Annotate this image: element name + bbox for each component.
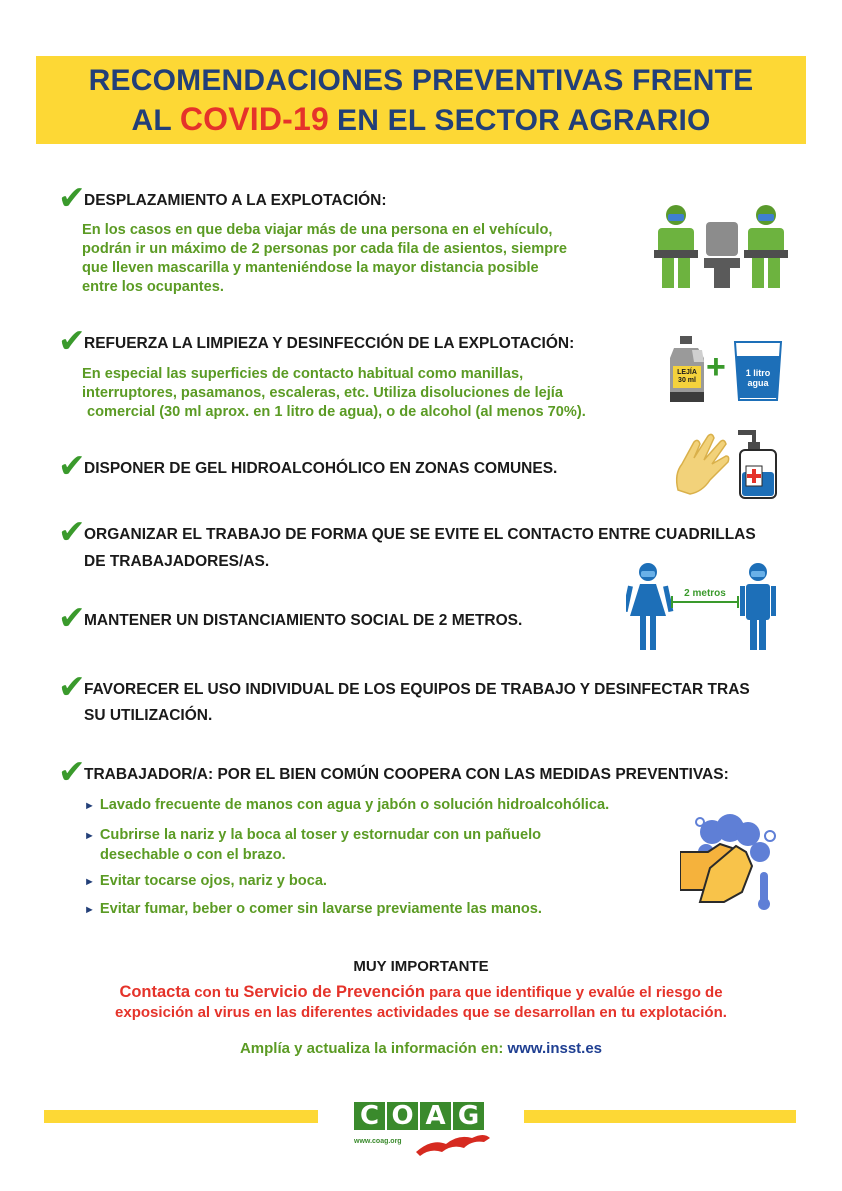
bullet-marker: ► bbox=[84, 876, 95, 888]
bullet-marker: ► bbox=[84, 904, 95, 916]
check-icon: ✔ bbox=[58, 322, 86, 359]
important-title: MUY IMPORTANTE bbox=[353, 958, 489, 975]
info-text: Amplía y actualiza la información en: bbox=[239, 1040, 508, 1057]
bullet-item bbox=[84, 826, 541, 865]
body-line: En los casos en que deba viajar más de una persona en el vehículo, bbox=[82, 222, 553, 238]
logo-signature-icon bbox=[412, 1128, 492, 1158]
check-icon: ✔ bbox=[58, 668, 86, 705]
title-covid: COVID-19 bbox=[179, 101, 330, 137]
page-title bbox=[36, 61, 806, 140]
bullet-marker: ► bbox=[84, 800, 95, 812]
important-servicio: Servicio de Prevención bbox=[243, 983, 425, 1001]
important-line-2: exposición al virus en las diferentes actividades que se desarrollan en tu explotación. bbox=[115, 1004, 727, 1021]
bullet-text: Cubrirse la nariz y la boca al toser y estornudar con un pañuelo bbox=[99, 827, 542, 843]
title-line-1: RECOMENDACIONES PREVENTIVAS FRENTE bbox=[88, 64, 754, 97]
coag-logo-letters bbox=[354, 1102, 486, 1130]
important-text-part: con tu bbox=[190, 984, 244, 1001]
bleach-label-1: LEJÍA bbox=[677, 369, 697, 376]
section-title-organizar: ORGANIZAR EL TRABAJO DE FORMA QUE SE EVITE EL CONTACTO ENTRE CUADRILLAS bbox=[84, 526, 756, 543]
bullet-text: desechable o con el brazo. bbox=[100, 847, 286, 863]
logo-letter: O bbox=[387, 1102, 418, 1130]
logo-letter: G bbox=[453, 1102, 484, 1130]
bullet-text: Evitar fumar, beber o comer sin lavarse previamente las manos. bbox=[99, 901, 542, 917]
check-icon: ✔ bbox=[58, 179, 86, 216]
important-text-part: para que identifique y evalúe el riesgo de bbox=[424, 984, 723, 1001]
section-title-distancia: MANTENER UN DISTANCIAMIENTO SOCIAL DE 2 METROS. bbox=[84, 612, 523, 629]
title-line-2 bbox=[36, 100, 806, 140]
title-sector: EN EL SECTOR AGRARIO bbox=[337, 104, 711, 137]
info-line bbox=[0, 1040, 842, 1057]
section-title-equipos-2: SU UTILIZACIÓN. bbox=[84, 707, 213, 724]
check-icon: ✔ bbox=[58, 599, 86, 636]
logo-letter: A bbox=[420, 1102, 451, 1130]
section-title-limpieza: REFUERZA LA LIMPIEZA Y DESINFECCIÓN DE LA EXPLOTACIÓN: bbox=[84, 335, 575, 352]
water-label-1: 1 litro bbox=[745, 368, 771, 378]
title-word-al: AL bbox=[131, 104, 172, 137]
bullet-text: Evitar tocarse ojos, nariz y boca. bbox=[99, 873, 327, 889]
body-line: que lleven mascarilla y manteniéndose la mayor distancia posible bbox=[82, 260, 539, 276]
section-title-organizar-2: DE TRABAJADORES/AS. bbox=[84, 553, 270, 570]
glove-gel-icon bbox=[672, 428, 782, 500]
bullet-item bbox=[84, 900, 542, 920]
section-body-limpieza bbox=[82, 365, 662, 422]
important-text bbox=[60, 982, 782, 1023]
check-icon: ✔ bbox=[58, 513, 86, 550]
section-title-desplazamiento: DESPLAZAMIENTO A LA EXPLOTACIÓN: bbox=[84, 192, 387, 209]
bullet-text: Lavado frecuente de manos con agua y jabón o solución hidroalcohólica. bbox=[99, 797, 610, 813]
body-line: interruptores, pasamanos, escaleras, etc. Utiliza disoluciones de lejía bbox=[82, 385, 563, 401]
footer-bar-left bbox=[44, 1110, 318, 1123]
distance-label: 2 metros bbox=[684, 588, 726, 599]
body-line: comercial (30 ml aprox. en 1 litro de agua), o de alcohol (al menos 70%). bbox=[87, 404, 586, 420]
water-label-2: agua bbox=[747, 378, 769, 388]
important-line-1 bbox=[60, 982, 782, 1003]
social-distance-icon bbox=[626, 562, 776, 654]
check-icon: ✔ bbox=[58, 753, 86, 790]
bullet-item bbox=[84, 872, 327, 892]
section-title-trabajador: TRABAJADOR/A: POR EL BIEN COMÚN COOPERA CON LAS MEDIDAS PREVENTIVAS: bbox=[84, 766, 729, 783]
logo-letter: C bbox=[354, 1102, 385, 1130]
plus-icon: + bbox=[706, 348, 726, 386]
bullet-item bbox=[84, 796, 609, 816]
section-body-desplazamiento bbox=[82, 221, 642, 297]
important-contacta: Contacta bbox=[119, 983, 191, 1001]
bullet-marker: ► bbox=[84, 830, 95, 842]
footer-bar-right bbox=[524, 1110, 796, 1123]
water-label bbox=[738, 368, 778, 388]
logo-url: www.coag.org bbox=[354, 1138, 402, 1145]
body-line: podrán ir un máximo de 2 personas por cada fila de asientos, siempre bbox=[82, 241, 567, 257]
section-title-equipos: FAVORECER EL USO INDIVIDUAL DE LOS EQUIPOS DE TRABAJO Y DESINFECTAR TRAS bbox=[84, 681, 750, 698]
bleach-label bbox=[672, 369, 702, 385]
body-line: entre los ocupantes. bbox=[82, 279, 224, 295]
info-url-link[interactable]: www.insst.es bbox=[507, 1040, 603, 1057]
handwashing-icon bbox=[680, 812, 780, 912]
check-icon: ✔ bbox=[58, 447, 86, 484]
body-line: En especial las superficies de contacto habitual como manillas, bbox=[82, 366, 524, 382]
car-seats-icon bbox=[654, 202, 790, 290]
section-title-gel: DISPONER DE GEL HIDROALCOHÓLICO EN ZONAS COMUNES. bbox=[84, 460, 558, 477]
bleach-label-2: 30 ml bbox=[678, 377, 696, 384]
